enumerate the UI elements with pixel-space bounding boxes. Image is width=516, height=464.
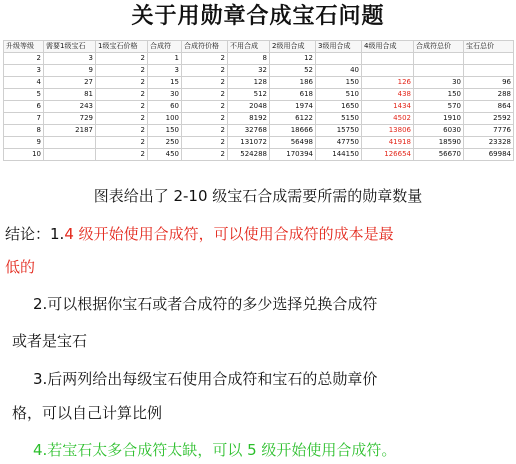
table-cell: 12 — [270, 53, 316, 65]
header-cell: 2级用合成 — [270, 41, 316, 53]
table-cell — [414, 65, 464, 77]
table-cell: 8192 — [228, 113, 270, 125]
table-row — [4, 113, 514, 125]
table-cell: 2 — [96, 53, 148, 65]
table-cell: 52 — [270, 65, 316, 77]
table-cell: 32 — [228, 65, 270, 77]
point-1-text: 4 级开始使用合成符，可以使用合成符的成本是最 — [64, 225, 394, 243]
table-cell: 126 — [362, 77, 414, 89]
table-cell: 5150 — [316, 113, 362, 125]
header-cell: 合成符总价 — [414, 41, 464, 53]
table-cell: 60 — [148, 101, 182, 113]
table-cell: 2 — [182, 101, 228, 113]
table-cell: 618 — [270, 89, 316, 101]
table-cell: 8 — [228, 53, 270, 65]
table-cell: 2 — [182, 149, 228, 161]
conclusion-line-1 — [5, 223, 394, 245]
table-cell: 96 — [464, 77, 514, 89]
table-cell: 126654 — [362, 149, 414, 161]
table-cell: 2592 — [464, 113, 514, 125]
table-row — [4, 77, 514, 89]
table-cell: 56498 — [270, 137, 316, 149]
table-cell — [44, 137, 96, 149]
point-1-number: 1. — [50, 225, 65, 243]
table-cell: 150 — [148, 125, 182, 137]
table-header-row — [4, 41, 514, 53]
table-cell: 10 — [4, 149, 44, 161]
table-cell: 2 — [182, 77, 228, 89]
table-cell: 3 — [4, 65, 44, 77]
table-cell: 4 — [4, 77, 44, 89]
header-cell: 宝石总价 — [464, 41, 514, 53]
table-cell: 6122 — [270, 113, 316, 125]
table-cell: 1 — [148, 53, 182, 65]
table-body — [4, 53, 514, 161]
point-3-text-cont: 格，可以自己计算比例 — [12, 404, 163, 422]
table-cell: 3 — [44, 53, 96, 65]
table-cell: 2 — [182, 137, 228, 149]
table-cell: 18666 — [270, 125, 316, 137]
table-cell: 288 — [464, 89, 514, 101]
table-cell: 2 — [182, 125, 228, 137]
header-cell: 4级用合成 — [362, 41, 414, 53]
table-cell: 243 — [44, 101, 96, 113]
table-cell: 15 — [148, 77, 182, 89]
table-row — [4, 65, 514, 77]
table-cell: 2 — [96, 149, 148, 161]
table-cell: 41918 — [362, 137, 414, 149]
table-cell: 186 — [270, 77, 316, 89]
table-cell: 1910 — [414, 113, 464, 125]
gem-synthesis-table — [3, 40, 514, 161]
table-cell: 100 — [148, 113, 182, 125]
table-cell: 170394 — [270, 149, 316, 161]
table-cell: 2 — [96, 89, 148, 101]
table-cell: 6 — [4, 101, 44, 113]
table-cell: 512 — [228, 89, 270, 101]
table-cell: 9 — [44, 65, 96, 77]
table-row — [4, 125, 514, 137]
table-cell: 9 — [4, 137, 44, 149]
table-cell: 2048 — [228, 101, 270, 113]
point-1-text-cont: 低的 — [5, 258, 36, 276]
table-cell: 4502 — [362, 113, 414, 125]
table-row — [4, 149, 514, 161]
table-cell: 1974 — [270, 101, 316, 113]
table-row — [4, 101, 514, 113]
page-title: 关于用勋章合成宝石问题 — [131, 4, 385, 29]
table-cell: 18590 — [414, 137, 464, 149]
point-2-text-cont: 或者是宝石 — [12, 332, 88, 350]
table-cell: 2 — [4, 53, 44, 65]
table-cell: 81 — [44, 89, 96, 101]
header-cell: 合成符 — [148, 41, 182, 53]
table-cell: 47750 — [316, 137, 362, 149]
table-cell: 30 — [148, 89, 182, 101]
table-cell: 1650 — [316, 101, 362, 113]
table-cell: 510 — [316, 89, 362, 101]
table-cell: 2 — [182, 65, 228, 77]
table-cell — [464, 53, 514, 65]
table-cell: 524288 — [228, 149, 270, 161]
table-cell: 128 — [228, 77, 270, 89]
table-cell: 729 — [44, 113, 96, 125]
table-cell: 2 — [96, 77, 148, 89]
table-cell: 7 — [4, 113, 44, 125]
table-cell: 2 — [96, 125, 148, 137]
conclusion-label: 结论： — [5, 225, 51, 243]
table-row — [4, 89, 514, 101]
table-cell: 7776 — [464, 125, 514, 137]
table-cell: 13806 — [362, 125, 414, 137]
table-cell: 23328 — [464, 137, 514, 149]
table-cell: 40 — [316, 65, 362, 77]
header-cell: 不用合成 — [228, 41, 270, 53]
table-cell: 2 — [96, 65, 148, 77]
table-cell: 864 — [464, 101, 514, 113]
table-cell — [362, 65, 414, 77]
table-cell: 2 — [182, 113, 228, 125]
table-cell — [44, 149, 96, 161]
table-cell: 150 — [316, 77, 362, 89]
table-cell: 2 — [182, 53, 228, 65]
table-cell: 570 — [414, 101, 464, 113]
header-cell: 3级用合成 — [316, 41, 362, 53]
table-cell — [316, 53, 362, 65]
table-cell: 150 — [414, 89, 464, 101]
point-4-text: 4.若宝石太多合成符太缺，可以 5 级开始使用合成符。 — [33, 441, 397, 459]
table-caption: 图表给出了 2-10 级宝石合成需要所需的勋章数量 — [93, 187, 423, 205]
header-cell: 需要1级宝石 — [44, 41, 96, 53]
table-cell: 131072 — [228, 137, 270, 149]
header-cell: 合成符价格 — [182, 41, 228, 53]
table-cell — [414, 53, 464, 65]
table-cell: 32768 — [228, 125, 270, 137]
table-cell — [464, 65, 514, 77]
table-cell: 1434 — [362, 101, 414, 113]
header-cell: 1级宝石价格 — [96, 41, 148, 53]
table-cell: 2187 — [44, 125, 96, 137]
point-3-text: 3.后两列给出每级宝石使用合成符和宝石的总勋章价 — [33, 370, 378, 388]
table-cell: 2 — [96, 137, 148, 149]
table-cell: 144150 — [316, 149, 362, 161]
table-cell: 30 — [414, 77, 464, 89]
table-cell: 5 — [4, 89, 44, 101]
point-2-text: 2.可以根据你宝石或者合成符的多少选择兑换合成符 — [33, 295, 378, 313]
table-cell — [362, 53, 414, 65]
table-cell: 27 — [44, 77, 96, 89]
table-cell: 450 — [148, 149, 182, 161]
table-cell: 438 — [362, 89, 414, 101]
table-cell: 56670 — [414, 149, 464, 161]
table-cell: 250 — [148, 137, 182, 149]
table-cell: 2 — [96, 101, 148, 113]
header-cell: 升级等级 — [4, 41, 44, 53]
table-cell: 8 — [4, 125, 44, 137]
table-cell: 69984 — [464, 149, 514, 161]
table-row — [4, 137, 514, 149]
table-cell: 6030 — [414, 125, 464, 137]
table-cell: 3 — [148, 65, 182, 77]
table-cell: 15750 — [316, 125, 362, 137]
table-row — [4, 53, 514, 65]
table-cell: 2 — [96, 113, 148, 125]
table-cell: 2 — [182, 89, 228, 101]
